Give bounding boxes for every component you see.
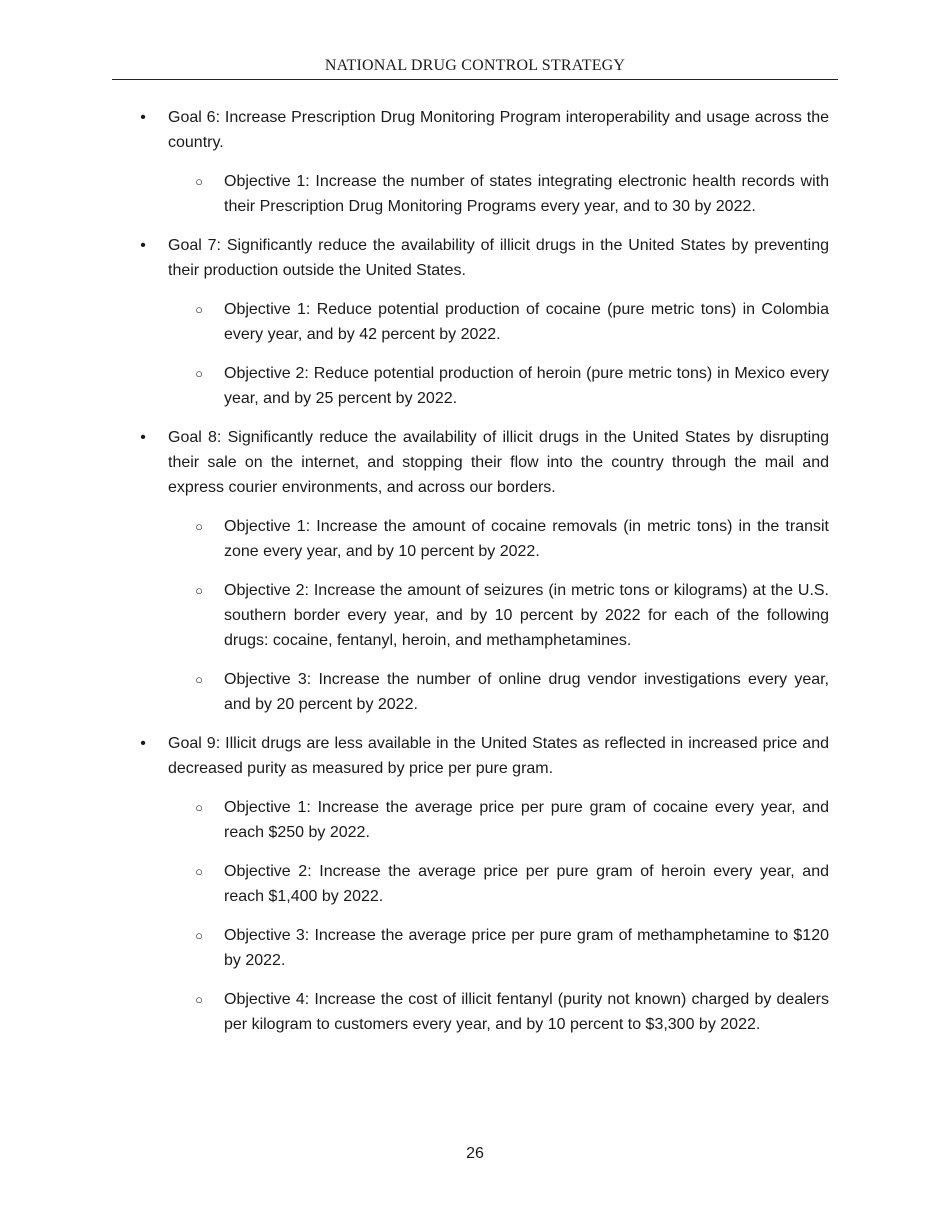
circle-bullet-icon: ○	[195, 366, 203, 381]
objective-text: Objective 3: Increase the number of online drug vendor investigations every year, and by 20 percent by 2022.	[224, 671, 829, 713]
circle-bullet-icon: ○	[195, 800, 203, 815]
circle-bullet-icon: ○	[195, 864, 203, 879]
objective-item	[168, 297, 829, 347]
objective-item	[168, 169, 829, 219]
circle-bullet-icon: ○	[195, 672, 203, 687]
goal-text: Goal 9: Illicit drugs are less available in the United States as reflected in increased price and decreased purity as measured by price per pure gram.	[168, 735, 829, 777]
bullet-icon: •	[140, 429, 146, 446]
objectives-list	[168, 297, 829, 411]
goals-list	[138, 105, 829, 1051]
goal-8	[138, 425, 829, 717]
objective-text: Objective 1: Increase the average price per pure gram of cocaine every year, and reach $250 by 2022.	[224, 799, 829, 841]
objective-item	[168, 987, 829, 1037]
page-number: 26	[466, 1145, 484, 1162]
bullet-icon: •	[140, 237, 146, 254]
goal-9	[138, 731, 829, 1037]
objective-item	[168, 667, 829, 717]
goal-6	[138, 105, 829, 219]
goal-text: Goal 6: Increase Prescription Drug Monitoring Program interoperability and usage across the country.	[168, 109, 829, 151]
objective-text: Objective 1: Increase the number of states integrating electronic health records with their Prescription Drug Monitoring Programs every year, and to 30 by 2022.	[224, 173, 829, 215]
objectives-list	[168, 169, 829, 219]
page-header	[112, 56, 838, 80]
objective-item	[168, 923, 829, 973]
goal-7	[138, 233, 829, 411]
circle-bullet-icon: ○	[195, 992, 203, 1007]
objective-item	[168, 859, 829, 909]
objective-item	[168, 795, 829, 845]
objective-text: Objective 2: Increase the amount of seizures (in metric tons or kilograms) at the U.S. southern border every year, and by 10 percent by 2022 for each of the following drugs: cocaine, fentanyl, heroin, and methamphetamines.	[224, 582, 829, 649]
objective-text: Objective 2: Reduce potential production of heroin (pure metric tons) in Mexico every year, and by 25 percent by 2022.	[224, 365, 829, 407]
objective-text: Objective 4: Increase the cost of illicit fentanyl (purity not known) charged by dealers per kilogram to customers every year, and by 10 percent to $3,300 by 2022.	[224, 991, 829, 1033]
circle-bullet-icon: ○	[195, 519, 203, 534]
objective-item	[168, 361, 829, 411]
objective-text: Objective 1: Reduce potential production of cocaine (pure metric tons) in Colombia every year, and by 42 percent by 2022.	[224, 301, 829, 343]
objective-text: Objective 2: Increase the average price per pure gram of heroin every year, and reach $1,400 by 2022.	[224, 863, 829, 905]
goal-text: Goal 8: Significantly reduce the availability of illicit drugs in the United States by disrupting their sale on the internet, and stopping their flow into the country through the mail and express courier environments, and across our borders.	[168, 429, 829, 496]
circle-bullet-icon: ○	[195, 928, 203, 943]
circle-bullet-icon: ○	[195, 302, 203, 317]
objectives-list	[168, 514, 829, 717]
bullet-icon: •	[140, 109, 146, 126]
objectives-list	[168, 795, 829, 1037]
goal-text: Goal 7: Significantly reduce the availability of illicit drugs in the United States by preventing their production outside the United States.	[168, 237, 829, 279]
circle-bullet-icon: ○	[195, 174, 203, 189]
objective-text: Objective 3: Increase the average price per pure gram of methamphetamine to $120 by 2022.	[224, 927, 829, 969]
page-header-title: NATIONAL DRUG CONTROL STRATEGY	[324, 57, 626, 74]
bullet-icon: •	[140, 735, 146, 752]
objective-item	[168, 514, 829, 564]
objective-text: Objective 1: Increase the amount of cocaine removals (in metric tons) in the transit zone every year, and by 10 percent by 2022.	[224, 518, 829, 560]
circle-bullet-icon: ○	[195, 583, 203, 598]
objective-item	[168, 578, 829, 653]
